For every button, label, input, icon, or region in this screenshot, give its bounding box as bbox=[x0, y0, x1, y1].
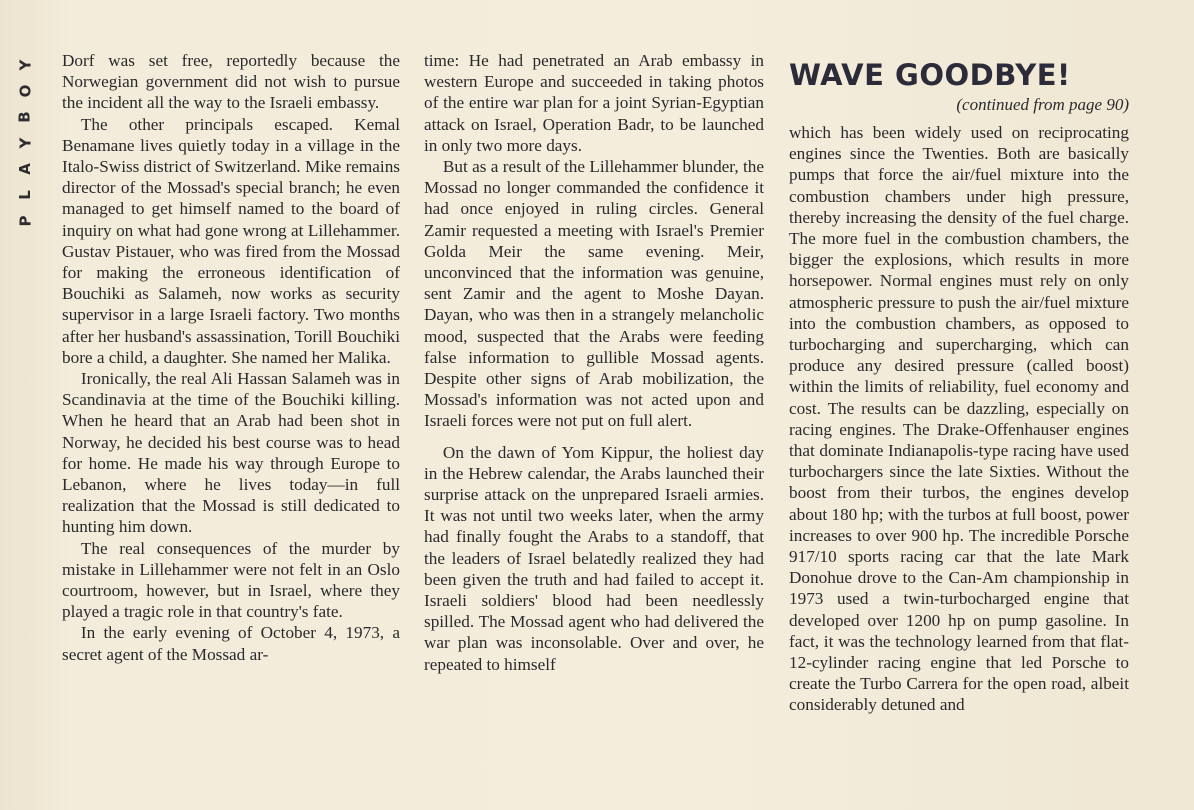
paragraph: Ironically, the real Ali Hassan Salameh was in Scandinavia at the time of the Bouchiki killing. When he heard that an Arab had been shot in Norway, he decided his best course was to head for home. He made his way through Europe to Lebanon, where he lives today—in full realization that the Mossad is still dedicated to hunting him down. bbox=[62, 369, 400, 537]
paragraph: The other principals escaped. Kemal Benamane lives quietly today in a village in the Italo-Swiss district of Switzerland. Mike remains director of the Mossad's special branch; he even managed to get himself named to the board of inquiry on what had gone wrong at Lillehammer. Gustav Pistauer, who was fired from the Mossad for making the erroneous identification of Bouchiki as Salameh, now works as security supervisor in a large Israeli factory. Two months after her husband's assassination, Torill Bouchiki bore a child, a daughter. She named her Malika. bbox=[62, 114, 400, 367]
runner-letter: Y bbox=[16, 137, 34, 149]
runner-letter: A bbox=[15, 163, 34, 175]
runner-letter: P bbox=[16, 215, 34, 227]
runner-letter: L bbox=[16, 190, 34, 200]
runner-letter: O bbox=[15, 84, 34, 98]
paragraph: In the early evening of October 4, 1973, a secret agent of the Mossad ar- bbox=[62, 623, 400, 664]
article-column-right bbox=[789, 58, 1129, 716]
article-column-left bbox=[62, 50, 400, 665]
runner-letter: B bbox=[16, 111, 34, 123]
continued-line: (continued from page 90) bbox=[956, 95, 1129, 114]
article-column-middle bbox=[424, 50, 764, 675]
paragraph: Dorf was set free, reportedly because the Norwegian government did not wish to pursue the incident all the way to the Israeli embassy. bbox=[62, 51, 400, 113]
paragraph: which has been widely used on reciprocating engines since the Twenties. Both are basically pumps that force the air/fuel mixture into the combustion chambers under high pressure, thereby increasing the density of the fuel charge. The more fuel in the combustion chambers, the bigger the explosions, which results in more horsepower. Normal engines must rely on only atmospheric pressure to push the air/fuel mixture into the combustion chambers, as opposed to turbocharging and supercharging, which can produce any desired pressure (called boost) within the limits of reliability, fuel economy and cost. The results can be dazzling, especially on racing engines. The Drake-Offenhauser engines that dominate Indianapolis-type racing have used turbochargers since the late Sixties. Without the boost from their turbos, the engines develop about 180 hp; with the turbos at full boost, power increases to over 900 hp. The incredible Porsche 917/10 sports racing car that the late Mark Donohue drove to the Can-Am championship in 1973 used a twin-turbocharged engine that developed over 1200 hp on pump gasoline. In fact, it was the technology learned from that flat-12-cylinder racing engine that led Porsche to create the Turbo Carrera for the open road, albeit considerably detuned and bbox=[789, 123, 1129, 715]
article-headline: WAVE GOODBYE! bbox=[789, 58, 1071, 92]
magazine-runner bbox=[14, 52, 48, 234]
runner-letter: Y bbox=[16, 59, 34, 71]
paragraph: time: He had penetrated an Arab embassy in western Europe and succeeded in taking photos of the entire war plan for a joint Syrian-Egyptian attack on Israel, Operation Badr, to be launched in only two more days. bbox=[424, 51, 764, 155]
paragraph: The real consequences of the murder by mistake in Lillehammer were not felt in an Oslo courtroom, however, but in Israel, where they played a tragic role in that country's fate. bbox=[62, 538, 400, 622]
paragraph: On the dawn of Yom Kippur, the holiest day in the Hebrew calendar, the Arabs launched their surprise attack on the unprepared Israeli armies. It was not until two weeks later, when the army had finally fought the Arabs to a standoff, that the leaders of Israel belatedly realized they had been given the truth and had failed to accept it. Israeli soldiers' blood had been needlessly spilled. The Mossad agent who had delivered the war plan was inconsolable. Over and over, he repeated to himself bbox=[424, 442, 764, 674]
paragraph: But as a result of the Lillehammer blunder, the Mossad no longer commanded the confidence it had once enjoyed in ruling circles. General Zamir requested a meeting with Israel's Premier Golda Meir the same evening. Meir, unconvinced that the information was genuine, sent Zamir and the agent to Moshe Dayan. Dayan, who was then in a strangely melancholic mood, suspected that the Arabs were feeding false information to gullible Mossad agents. Despite other signs of Arab mobilization, the Mossad's information was not acted upon and Israeli forces were not put on full alert. bbox=[424, 157, 764, 431]
